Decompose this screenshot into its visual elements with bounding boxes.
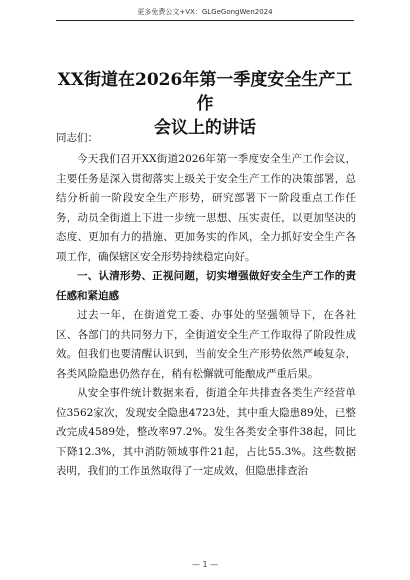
salutation: 同志们： [56,132,98,144]
header-note: 更多免费公文+VX：GLGeGongWen2024 [137,8,273,16]
page-number: — 1 — [191,560,219,569]
title-line-2: 会议上的讲话 [154,118,256,138]
section-heading-1: 一、认清形势、正视问题，切实增强做好安全生产工作的责任感和紧迫感 [56,270,356,302]
paragraph-intro: 今天我们召开XX街道2026年第一季度安全生产工作会议，主要任务是深入贯彻落实上级关于安全生产工作的决策部署，总结分析前一阶段安全生产形势，研究部署下一阶段重点工作任务，动员全街道上下进一步统一思想、压实责任，以更加坚决的态度、更加有力的措施、更加务实的作风，全力抓好安全生产各项工作，确保辖区安全形势持续稳定向好。 [56,153,356,263]
header-divider [56,20,354,21]
document-body [56,150,356,482]
paragraph-statistics: 从安全事件统计数据来看，街道全年共排查各类生产经营单位3562家次，发现安全隐患4723处，其中重大隐患89处，已整改完成4589处，整改率97.2%。发生各类安全事件38起，同比下降12.3%，其中消防领域事件21起，占比55.3%。这些数据表明，我们的工作虽然取得了一定成效，但隐患排查治 [56,387,357,477]
paragraph-situation: 过去一年，在街道党工委、办事处的坚强领导下，在各社区、各部门的共同努力下，全街道安全生产工作取得了阶段性成效。但我们也要清醒认识到，当前安全生产形势依然严峻复杂，各类风险隐患仍然存在，稍有松懈就可能酿成严重后果。 [56,309,356,380]
title-line-1: XX街道在2026年第一季度安全生产工作 [57,70,353,114]
document-title [50,68,360,140]
